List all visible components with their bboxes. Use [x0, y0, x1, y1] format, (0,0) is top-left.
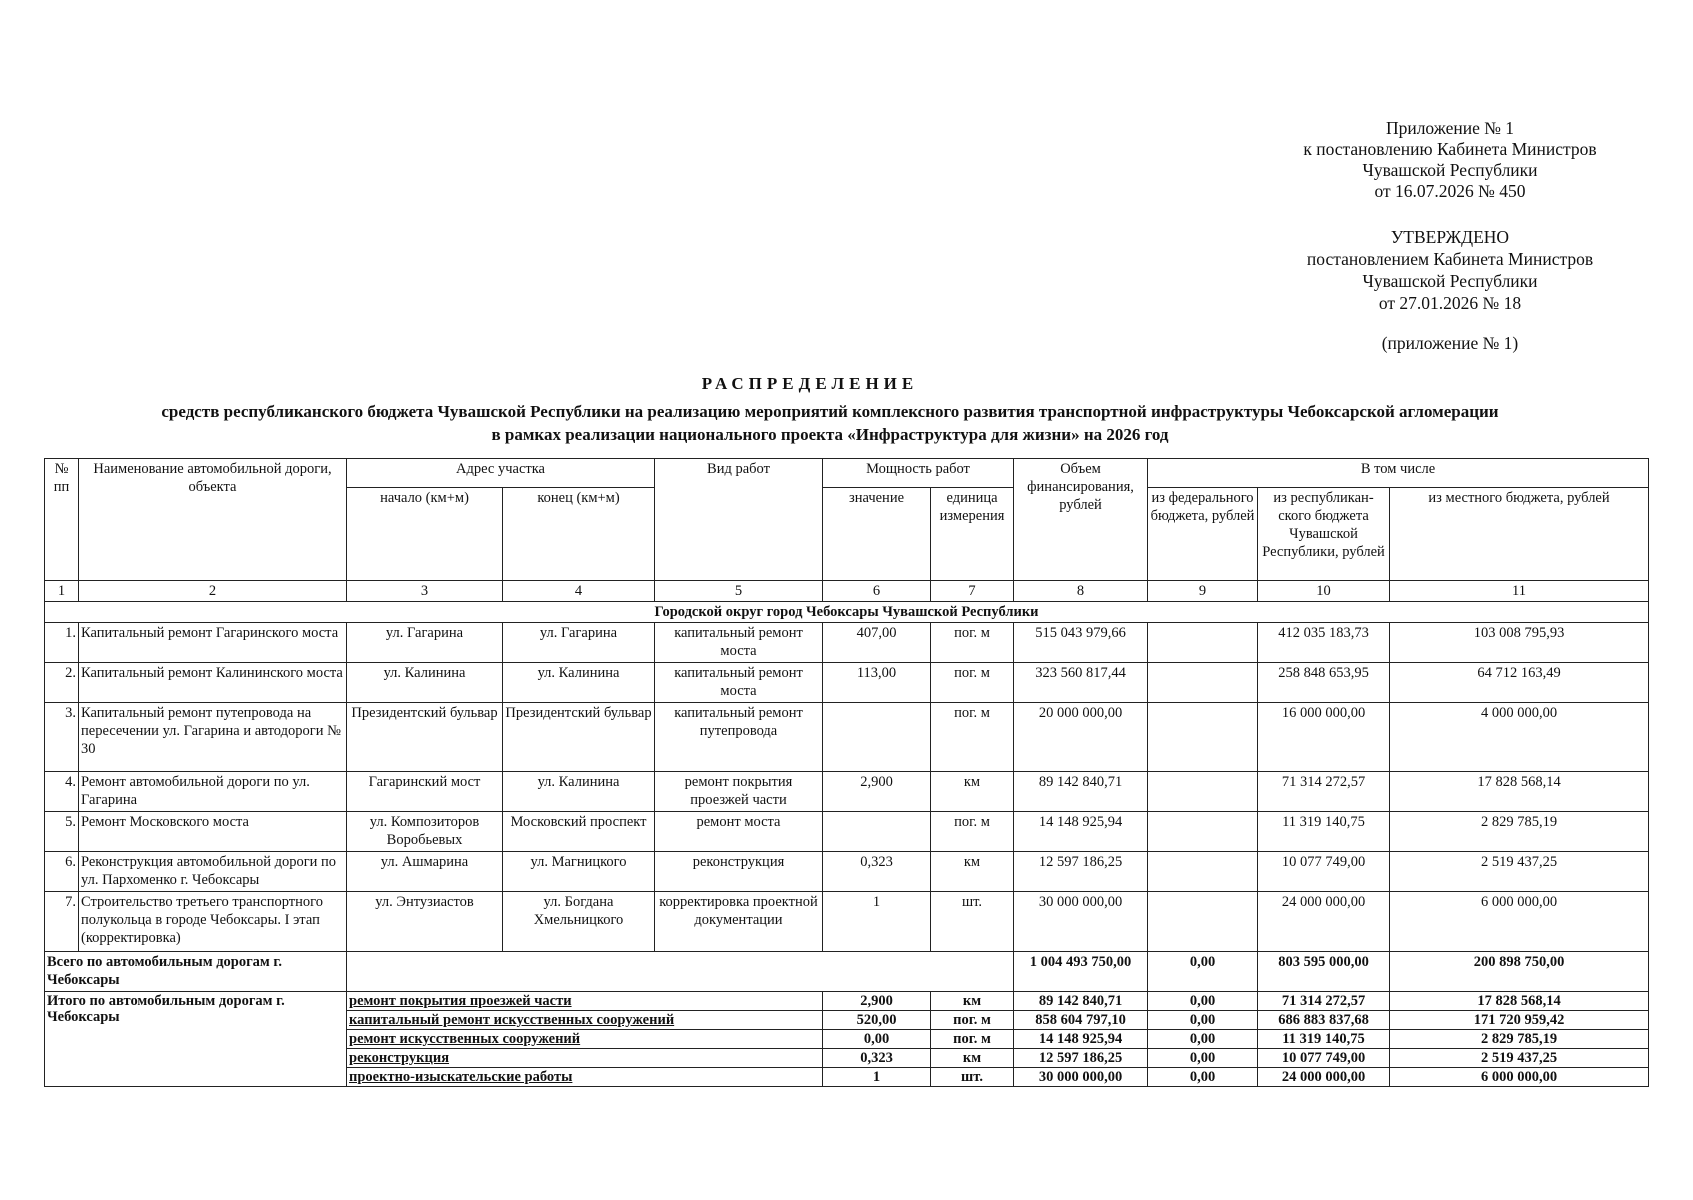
total-empty-cell	[347, 952, 1014, 992]
document-subtitle	[60, 400, 1600, 446]
row-local: 4 000 000,00	[1390, 703, 1649, 772]
row-republican: 10 077 749,00	[1258, 852, 1390, 892]
total-funding: 1 004 493 750,00	[1014, 952, 1148, 992]
row-end: Президентский бульвар	[503, 703, 655, 772]
row-local: 6 000 000,00	[1390, 892, 1649, 952]
column-number: 7	[931, 581, 1014, 602]
column-numbers-row	[45, 581, 1649, 602]
distribution-table	[44, 458, 1649, 1087]
document-title: РАСПРЕДЕЛЕНИЕ	[701, 374, 919, 393]
row-work: капитальный ремонт путепровода	[655, 703, 823, 772]
header-unit: единица измерения	[931, 488, 1014, 581]
row-local: 2 829 785,19	[1390, 812, 1649, 852]
row-local: 2 519 437,25	[1390, 852, 1649, 892]
row-republican: 11 319 140,75	[1258, 812, 1390, 852]
column-number: 4	[503, 581, 655, 602]
subtotal-unit: км	[931, 992, 1014, 1011]
subtotal-local: 17 828 568,14	[1390, 992, 1649, 1011]
row-federal	[1148, 812, 1258, 852]
document-subtitle-line-1: средств республиканского бюджета Чувашской Республики на реализацию мероприятий комплексного развития транспортной инфраструктуры Чебоксарской агломерации	[161, 402, 1499, 421]
subtotal-local: 6 000 000,00	[1390, 1068, 1649, 1087]
row-unit: шт.	[931, 892, 1014, 952]
approved-note	[1240, 226, 1660, 354]
appendix-line-1: Приложение № 1	[1385, 118, 1515, 138]
row-local: 17 828 568,14	[1390, 772, 1649, 812]
subtotal-funding: 30 000 000,00	[1014, 1068, 1148, 1087]
row-name: Реконструкция автомобильной дороги по ул. Пархоменко г. Чебоксары	[79, 852, 347, 892]
row-federal	[1148, 623, 1258, 663]
subtotal-value: 0,00	[823, 1030, 931, 1049]
row-end: ул. Богдана Хмельницкого	[503, 892, 655, 952]
subtotal-funding: 858 604 797,10	[1014, 1011, 1148, 1030]
row-funding: 30 000 000,00	[1014, 892, 1148, 952]
row-unit: км	[931, 772, 1014, 812]
row-work: корректировка проектной документации	[655, 892, 823, 952]
total-republican: 803 595 000,00	[1258, 952, 1390, 992]
subtotal-federal: 0,00	[1148, 1011, 1258, 1030]
row-republican: 16 000 000,00	[1258, 703, 1390, 772]
table-row	[45, 772, 1649, 812]
row-federal	[1148, 663, 1258, 703]
row-value: 0,323	[823, 852, 931, 892]
subtotal-republican: 686 883 837,68	[1258, 1011, 1390, 1030]
header-value: значение	[823, 488, 931, 581]
total-row	[45, 952, 1649, 992]
subtotal-local: 2 519 437,25	[1390, 1049, 1649, 1068]
column-number: 1	[45, 581, 79, 602]
row-federal	[1148, 703, 1258, 772]
subtotal-value: 1	[823, 1068, 931, 1087]
subtotal-type: проектно-изыскательские работы	[347, 1068, 823, 1087]
row-end: ул. Калинина	[503, 772, 655, 812]
row-federal	[1148, 772, 1258, 812]
column-number: 2	[79, 581, 347, 602]
row-num: 1.	[45, 623, 79, 663]
row-funding: 89 142 840,71	[1014, 772, 1148, 812]
row-num: 4.	[45, 772, 79, 812]
appendix-line-3: Чувашской Республики	[1362, 160, 1538, 180]
row-unit: пог. м	[931, 703, 1014, 772]
row-start: ул. Энтузиастов	[347, 892, 503, 952]
total-federal: 0,00	[1148, 952, 1258, 992]
appendix-line-4: от 16.07.2026 № 450	[1374, 181, 1526, 201]
row-end: ул. Калинина	[503, 663, 655, 703]
header-federal: из федерального бюджета, рублей	[1148, 488, 1258, 581]
table-row	[45, 703, 1649, 772]
subtotal-funding: 12 597 186,25	[1014, 1049, 1148, 1068]
row-name: Ремонт автомобильной дороги по ул. Гагарина	[79, 772, 347, 812]
header-work-type: Вид работ	[655, 459, 823, 581]
subtotal-type: капитальный ремонт искусственных сооружений	[347, 1011, 823, 1030]
document-subtitle-line-2: в рамках реализации национального проекта «Инфраструктура для жизни» на 2026 год	[491, 425, 1169, 444]
subtotal-local: 171 720 959,42	[1390, 1011, 1649, 1030]
subtotal-republican: 24 000 000,00	[1258, 1068, 1390, 1087]
row-local: 103 008 795,93	[1390, 623, 1649, 663]
subtotal-unit: км	[931, 1049, 1014, 1068]
subtotal-federal: 0,00	[1148, 1049, 1258, 1068]
table-row	[45, 623, 1649, 663]
header-name: Наименование автомобильной дороги, объекта	[79, 459, 347, 581]
row-end: ул. Магницкого	[503, 852, 655, 892]
row-work: капитальный ремонт моста	[655, 623, 823, 663]
row-work: ремонт моста	[655, 812, 823, 852]
row-work: ремонт покрытия проезжей части	[655, 772, 823, 812]
approved-line-4: от 27.01.2026 № 18	[1378, 293, 1522, 313]
table-row	[45, 892, 1649, 952]
row-name: Строительство третьего транспортного полукольца в городе Чебоксары. I этап (корректировка)	[79, 892, 347, 952]
row-republican: 24 000 000,00	[1258, 892, 1390, 952]
column-number: 8	[1014, 581, 1148, 602]
row-unit: пог. м	[931, 663, 1014, 703]
header-republican: из республикан-ского бюджета Чувашской Республики, рублей	[1258, 488, 1390, 581]
row-republican: 71 314 272,57	[1258, 772, 1390, 812]
row-start: Президентский бульвар	[347, 703, 503, 772]
row-federal	[1148, 892, 1258, 952]
subtotal-funding: 89 142 840,71	[1014, 992, 1148, 1011]
column-number: 5	[655, 581, 823, 602]
subtotal-unit: пог. м	[931, 1030, 1014, 1049]
table-row	[45, 812, 1649, 852]
subtotal-label: Итого по автомобильным дорогам г. Чебоксары	[45, 992, 347, 1087]
row-federal	[1148, 852, 1258, 892]
approved-line-1: УТВЕРЖДЕНО	[1390, 227, 1510, 247]
header-funding: Объем финансирования, рублей	[1014, 459, 1148, 581]
row-name: Ремонт Московского моста	[79, 812, 347, 852]
row-value	[823, 703, 931, 772]
header-address: Адрес участка	[347, 459, 655, 488]
row-value: 407,00	[823, 623, 931, 663]
row-name: Капитальный ремонт Гагаринского моста	[79, 623, 347, 663]
column-number: 3	[347, 581, 503, 602]
subtotal-type: реконструкция	[347, 1049, 823, 1068]
row-name: Капитальный ремонт путепровода на пересечении ул. Гагарина и автодороги № 30	[79, 703, 347, 772]
row-start: ул. Композиторов Воробьевых	[347, 812, 503, 852]
appendix-line-2: к постановлению Кабинета Министров	[1303, 139, 1597, 159]
header-start: начало (км+м)	[347, 488, 503, 581]
row-end: Московский проспект	[503, 812, 655, 852]
approved-line-2: постановлением Кабинета Министров	[1306, 249, 1594, 269]
row-value: 113,00	[823, 663, 931, 703]
row-work: реконструкция	[655, 852, 823, 892]
subtotal-type: ремонт искусственных сооружений	[347, 1030, 823, 1049]
row-num: 6.	[45, 852, 79, 892]
subtotal-republican: 10 077 749,00	[1258, 1049, 1390, 1068]
row-funding: 20 000 000,00	[1014, 703, 1148, 772]
appendix-note	[1240, 118, 1660, 202]
subtotal-value: 520,00	[823, 1011, 931, 1030]
row-funding: 14 148 925,94	[1014, 812, 1148, 852]
row-value: 2,900	[823, 772, 931, 812]
row-start: ул. Ашмарина	[347, 852, 503, 892]
table-row	[45, 663, 1649, 703]
row-num: 5.	[45, 812, 79, 852]
row-unit: пог. м	[931, 623, 1014, 663]
subtotal-row	[45, 992, 1649, 1011]
row-republican: 412 035 183,73	[1258, 623, 1390, 663]
row-unit: км	[931, 852, 1014, 892]
header-num: № пп	[45, 459, 79, 581]
table-row	[45, 852, 1649, 892]
column-number: 6	[823, 581, 931, 602]
row-funding: 515 043 979,66	[1014, 623, 1148, 663]
subtotal-federal: 0,00	[1148, 992, 1258, 1011]
row-value: 1	[823, 892, 931, 952]
row-value	[823, 812, 931, 852]
header-capacity: Мощность работ	[823, 459, 1014, 488]
row-work: капитальный ремонт моста	[655, 663, 823, 703]
column-number: 10	[1258, 581, 1390, 602]
subtotal-type: ремонт покрытия проезжей части	[347, 992, 823, 1011]
column-number: 9	[1148, 581, 1258, 602]
total-label: Всего по автомобильным дорогам г. Чебоксары	[45, 952, 347, 992]
row-start: ул. Калинина	[347, 663, 503, 703]
subtotal-republican: 11 319 140,75	[1258, 1030, 1390, 1049]
row-num: 2.	[45, 663, 79, 703]
header-including: В том числе	[1148, 459, 1649, 488]
subtotal-funding: 14 148 925,94	[1014, 1030, 1148, 1049]
row-start: Гагаринский мост	[347, 772, 503, 812]
approved-line-3: Чувашской Республики	[1362, 271, 1538, 291]
row-unit: пог. м	[931, 812, 1014, 852]
row-name: Капитальный ремонт Калининского моста	[79, 663, 347, 703]
subtotal-federal: 0,00	[1148, 1030, 1258, 1049]
row-local: 64 712 163,49	[1390, 663, 1649, 703]
header-end: конец (км+м)	[503, 488, 655, 581]
row-funding: 12 597 186,25	[1014, 852, 1148, 892]
row-end: ул. Гагарина	[503, 623, 655, 663]
row-republican: 258 848 653,95	[1258, 663, 1390, 703]
subtotal-value: 2,900	[823, 992, 931, 1011]
subtotal-local: 2 829 785,19	[1390, 1030, 1649, 1049]
section-title: Городской округ город Чебоксары Чувашской Республики	[45, 602, 1649, 623]
row-num: 7.	[45, 892, 79, 952]
subtotal-republican: 71 314 272,57	[1258, 992, 1390, 1011]
subtotal-value: 0,323	[823, 1049, 931, 1068]
subtotal-unit: пог. м	[931, 1011, 1014, 1030]
approved-line-5: (приложение № 1)	[1381, 333, 1519, 353]
header-local: из местного бюджета, рублей	[1390, 488, 1649, 581]
subtotal-unit: шт.	[931, 1068, 1014, 1087]
total-local: 200 898 750,00	[1390, 952, 1649, 992]
row-start: ул. Гагарина	[347, 623, 503, 663]
row-num: 3.	[45, 703, 79, 772]
row-funding: 323 560 817,44	[1014, 663, 1148, 703]
subtotal-federal: 0,00	[1148, 1068, 1258, 1087]
column-number: 11	[1390, 581, 1649, 602]
